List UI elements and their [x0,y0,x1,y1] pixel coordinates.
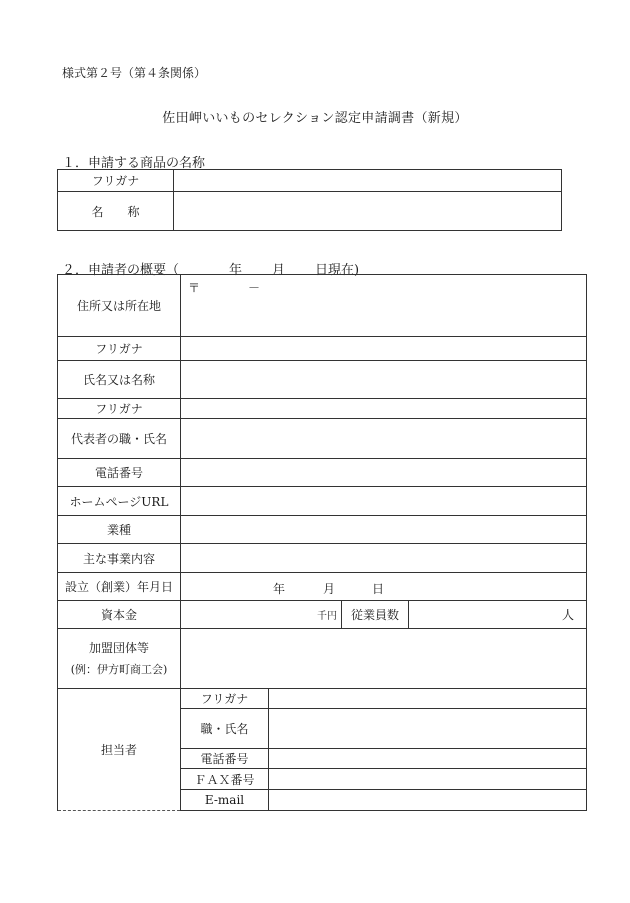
industry-label: 業種 [58,516,181,544]
applicant-name-label: 氏名又は名称 [58,361,181,399]
rep-label: 代表者の職・氏名 [58,419,181,459]
employees-field[interactable] [409,601,587,629]
contact-name-label: 職・氏名 [181,709,269,749]
product-furigana-label: フリガナ [58,170,174,192]
employees-unit: 人 [561,608,574,622]
org-example: (例：伊方町商工会) [70,662,168,676]
form-number: 様式第２号（第４条関係） [62,66,207,80]
industry-field[interactable] [181,516,587,544]
postal-dash: － [248,281,261,295]
section2-heading-prefix: ２．申請者の概要（ [62,263,180,278]
rep-field[interactable] [181,419,587,459]
contact-phone-label: 電話番号 [181,749,269,769]
document-title: 佐田岬いいものセレクション認定申請調書（新規） [162,111,468,126]
capital-label: 資本金 [58,601,181,629]
phone-label: 電話番号 [58,459,181,487]
established-label: 設立（創業）年月日 [58,573,181,601]
date-year-unit: 年 [229,263,243,278]
contact-phone-field[interactable] [269,749,587,769]
contact-name-field[interactable] [269,709,587,749]
contact-fax-label: ＦＡＸ番号 [181,769,269,790]
org-label-cell [58,629,181,689]
contact-label: 担当者 [58,689,181,811]
contact-email-field[interactable] [269,790,587,811]
phone-field[interactable] [181,459,587,487]
product-furigana-field[interactable] [174,170,562,192]
org-label: 加盟団体等 [88,640,149,655]
date-day-suffix: 日現在) [315,263,360,278]
employees-label: 従業員数 [342,601,409,629]
business-field[interactable] [181,544,587,573]
homepage-label: ホームページURL [58,487,181,516]
contact-fax-field[interactable] [269,769,587,790]
applicant-name-field[interactable] [181,361,587,399]
applicant-table [57,274,587,811]
rep-furigana-field[interactable] [181,399,587,419]
homepage-field[interactable] [181,487,587,516]
product-name-label: 名 称 [58,192,174,231]
contact-furigana-field[interactable] [269,689,587,709]
product-name-field[interactable] [174,192,562,231]
applicant-furigana-field[interactable] [181,337,587,361]
applicant-furigana-label: フリガナ [58,337,181,361]
contact-furigana-label: フリガナ [181,689,269,709]
est-day-unit: 日 [372,582,385,596]
postal-mark: 〒 [188,281,201,295]
section1-heading: １．申請する商品の名称 [62,156,206,171]
org-field[interactable] [181,629,587,689]
date-month-unit: 月 [272,263,286,278]
address-field[interactable] [181,275,587,337]
capital-unit: 千円 [317,611,337,622]
established-field[interactable] [181,573,587,601]
est-year-unit: 年 [273,582,286,596]
product-name-table [57,169,562,231]
rep-furigana-label: フリガナ [58,399,181,419]
capital-field[interactable] [181,601,342,629]
business-label: 主な事業内容 [58,544,181,573]
address-label: 住所又は所在地 [58,275,181,337]
contact-email-label: E-mail [181,790,269,811]
est-month-unit: 月 [323,582,336,596]
